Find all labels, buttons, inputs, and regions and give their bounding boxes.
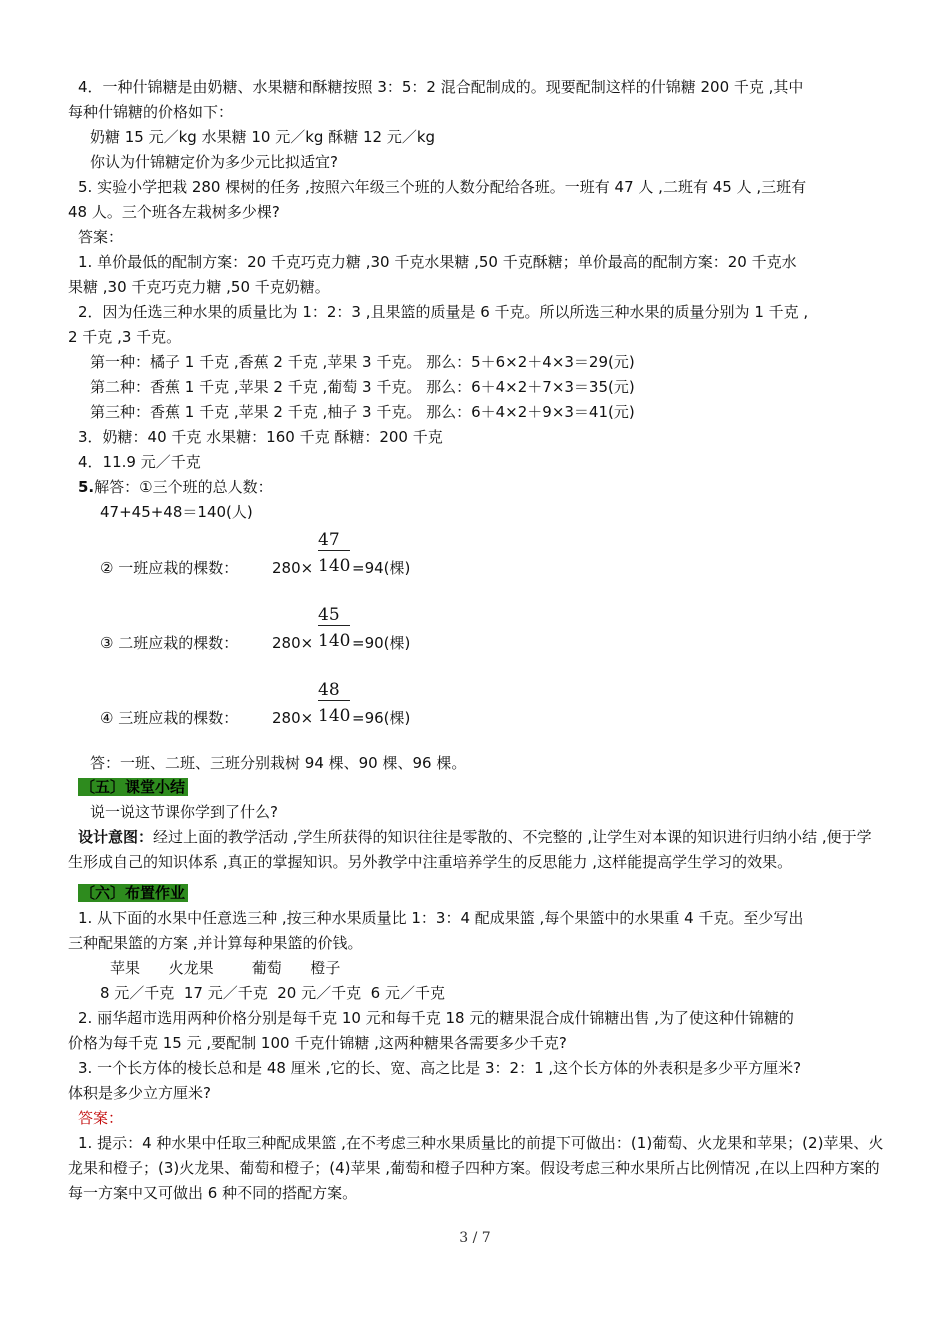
class2-prefix: 280× [272,634,314,652]
homework-2-line1: 2. 丽华超市选用两种价格分别是每千克 10 元和每千克 18 元的糖果混合成什锦糖出售 ,为了使这种什锦糖的 [78,1009,794,1027]
answer-3: 3．奶糖：40 千克 水果糖：160 千克 酥糖：200 千克 [78,428,443,446]
class3-label: ④ 三班应栽的棵数： [100,709,239,727]
fruit-prices: 8 元／千克 17 元／千克 20 元／千克 6 元／千克 [100,984,445,1002]
class3-prefix: 280× [272,709,314,727]
class1-result: =94(棵) [352,559,411,577]
class1-numerator: 47 [318,530,340,550]
class3-result: =96(棵) [352,709,411,727]
section5-heading: 〔五〕课堂小结 [78,778,188,796]
design-intent-text: 经过上面的教学活动 ,学生所获得的知识往往是零散的、不完整的 ,让学生对本课的知识进行归纳小结 ,便于学生形成自己的知识体系 ,真正的掌握知识。另外教学中注重培养学生的反思能力 ,这样能提高学生学习的效果。 [68,828,872,871]
class2-fraction [318,603,352,653]
answer-4: 4．11.9 元／千克 [78,453,201,471]
q4-line2: 每种什锦糖的价格如下： [68,103,234,121]
section5-prompt: 说一说这节课你学到了什么? [90,803,278,821]
answer-5-total: 47+45+48＝140(人) [100,503,253,521]
class3-fraction-bar [318,700,350,701]
answer-2-line1: 2．因为任选三种水果的质量比为 1：2：3 ,且果篮的质量是 6 千克。所以所选三种水果的质量分别为 1 千克 , [78,303,809,321]
design-intent-label: 设计意图： [78,828,154,846]
class1-denominator: 140 [318,556,351,576]
class3-fraction [318,678,352,728]
page-number: 3 / 7 [459,1230,491,1246]
class2-label: ③ 二班应栽的棵数： [100,634,239,652]
answer-5-intro [78,475,273,500]
class2-result: =90(棵) [352,634,411,652]
answer-2-option-2: 第二种：香蕉 1 千克 ,苹果 2 千克 ,葡萄 3 千克。 那么：6＋4×2＋7×3＝35(元) [90,378,635,396]
class1-prefix: 280× [272,559,314,577]
q5-line2: 48 人。三个班各左栽树多少棵? [68,203,280,221]
class1-label: ② 一班应栽的棵数： [100,559,239,577]
class1-fraction [318,528,352,578]
answer-2-option-3: 第三种：香蕉 1 千克 ,苹果 2 千克 ,柚子 3 千克。 那么：6＋4×2＋9×3＝41(元) [90,403,635,421]
answer-2-line2: 2 千克 ,3 千克。 [68,328,182,346]
class3-denominator: 140 [318,706,351,726]
answer-1-line2: 果糖 ,30 千克巧克力糖 ,50 千克奶糖。 [68,278,330,296]
section5-heading-row [78,775,188,800]
class1-fraction-bar [318,550,350,551]
answer-5-text: 解答：①三个班的总人数： [94,478,273,496]
answer-1-line1: 1. 单价最低的配制方案：20 千克巧克力糖 ,30 千克水果糖 ,50 千克酥糖；单价最高的配制方案：20 千克水 [78,253,797,271]
q4-line1: 4．一种什锦糖是由奶糖、水果糖和酥糖按照 3：5：2 混合配制成的。现要配制这样的什锦糖 200 千克 ,其中 [78,78,804,96]
fruit-names: 苹果 火龙果 葡萄 橙子 [110,959,341,977]
homework-1-line2: 三种配果篮的方案 ,并计算每种果篮的价钱。 [68,934,363,952]
section6-heading-row [78,881,188,906]
homework-3-line1: 3. 一个长方体的棱长总和是 48 厘米 ,它的长、宽、高之比是 3：2：1 ,这个长方体的外表积是多少平方厘米? [78,1059,802,1077]
answer-2-option-1: 第一种：橘子 1 千克 ,香蕉 2 千克 ,苹果 3 千克。 那么：5＋6×2＋4×3＝29(元) [90,353,635,371]
q5-line1: 5. 实验小学把栽 280 棵树的任务 ,按照六年级三个班的人数分配给各班。一班有 47 人 ,二班有 45 人 ,三班有 [78,178,807,196]
homework-answer-label: 答案： [78,1109,124,1127]
class2-fraction-bar [318,625,350,626]
homework-2-line2: 价格为每千克 15 元 ,要配制 100 千克什锦糖 ,这两种糖果各需要多少千克? [68,1034,567,1052]
class3-numerator: 48 [318,680,340,700]
section6-heading: 〔六〕布置作业 [78,884,188,902]
homework-answer-1: 1. 提示：4 种水果中任取三种配成果篮 ,在不考虑三种水果质量比的前提下可做出：(1)葡萄、火龙果和苹果；(2)苹果、火龙果和橙子；(3)火龙果、葡萄和橙子；(4)苹果 ,葡萄和橙子四种方案。假设考虑三种水果所占比例情况 ,在以上四种方案的每一方案中又可做出 6 种不同的搭配方案。 [68,1134,884,1202]
answer-5-number: 5. [78,478,95,496]
q4-question: 你认为什锦糖定价为多少元比拟适宜? [90,153,338,171]
design-intent-paragraph [68,825,886,875]
answer-5-final: 答：一班、二班、三班分别栽树 94 棵、90 棵、96 棵。 [90,754,467,772]
class2-denominator: 140 [318,631,351,651]
q4-prices: 奶糖 15 元／kg 水果糖 10 元／kg 酥糖 12 元／kg [90,128,436,146]
homework-1-line1: 1. 从下面的水果中任意选三种 ,按三种水果质量比 1：3：4 配成果篮 ,每个果篮中的水果重 4 千克。至少写出 [78,909,804,927]
class2-numerator: 45 [318,605,340,625]
answers-label: 答案： [78,228,124,246]
homework-3-line2: 体积是多少立方厘米? [68,1084,211,1102]
